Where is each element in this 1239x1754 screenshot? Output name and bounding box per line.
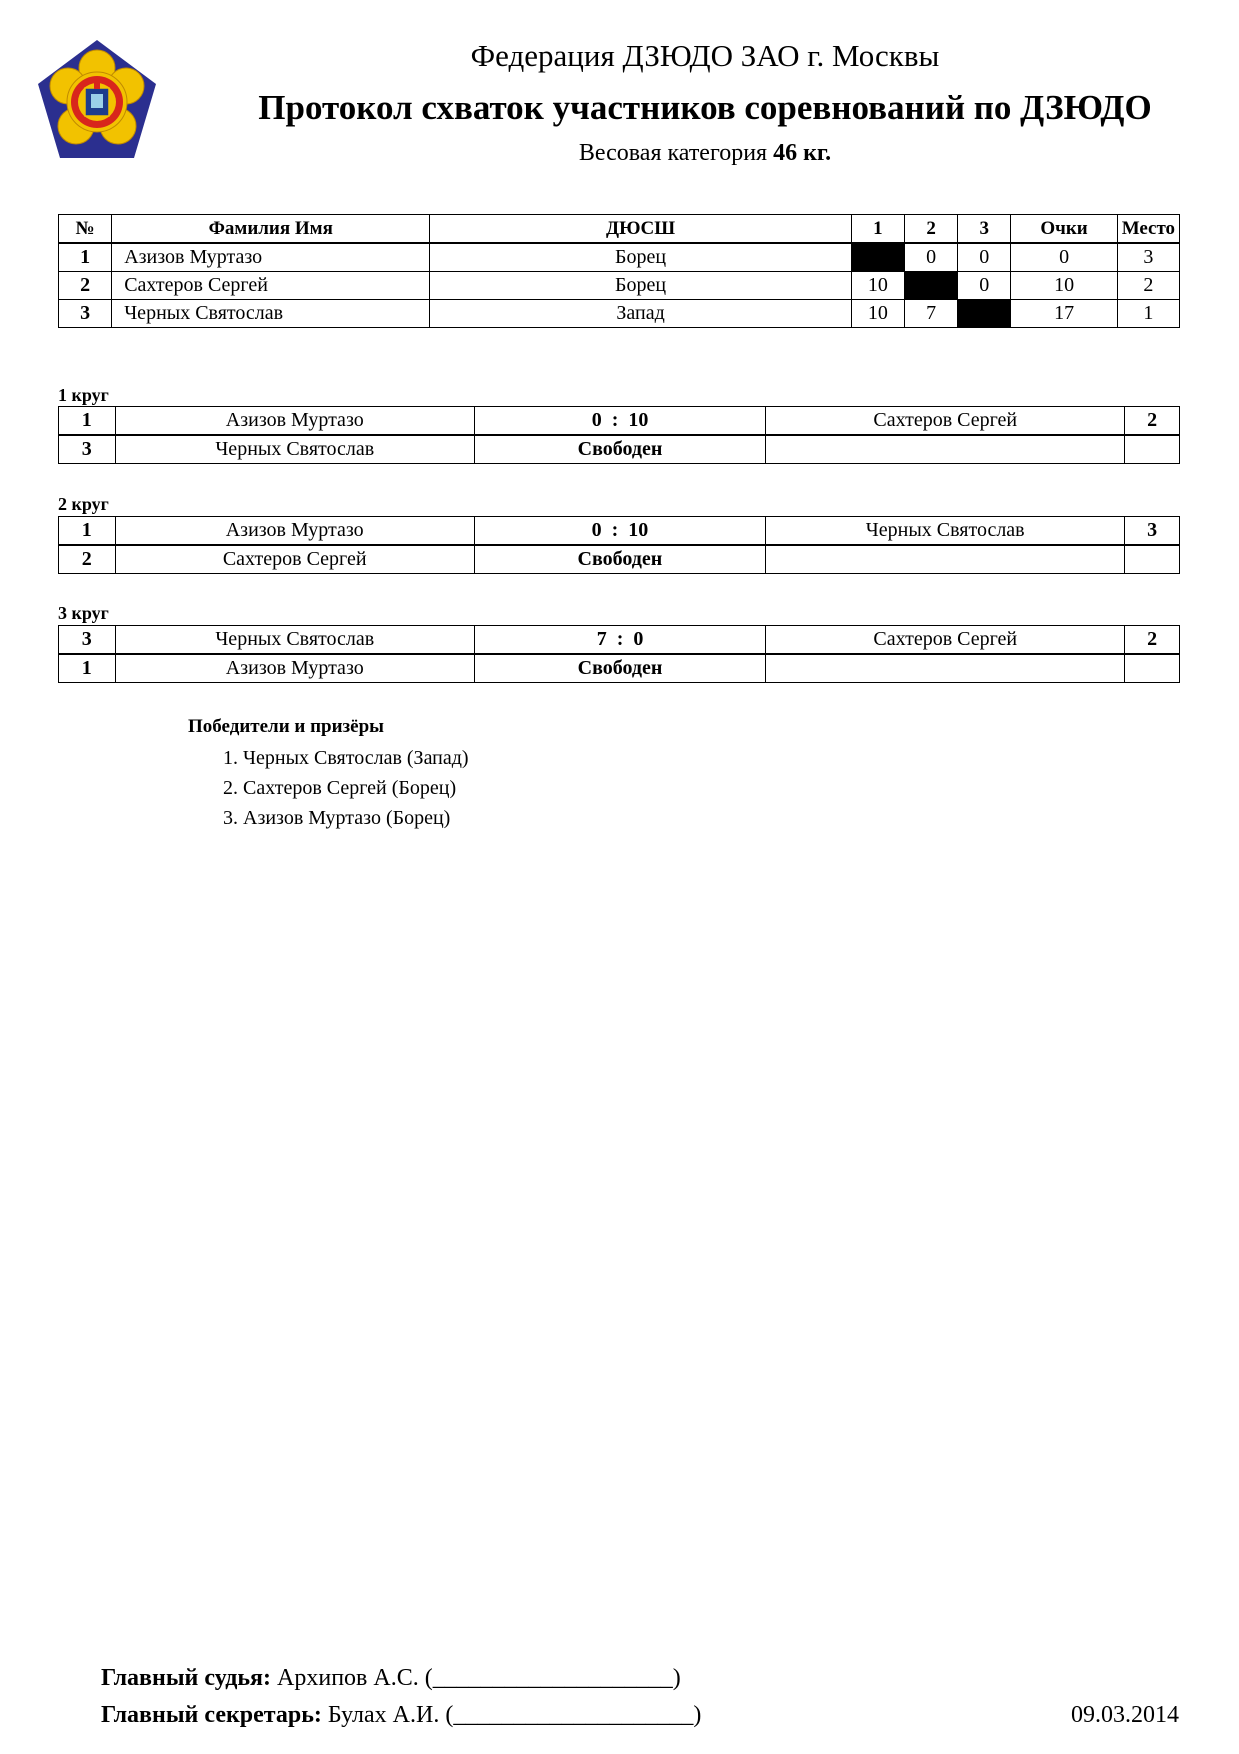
table-row <box>59 272 1180 300</box>
cell-self-blank <box>958 300 1011 328</box>
round-2-label: 2 круг <box>58 494 109 514</box>
list-item: 2. Сахтеров Сергей (Борец) <box>223 777 457 799</box>
empty-cell <box>1125 435 1180 464</box>
round-3-table <box>58 625 1180 683</box>
bout-row <box>59 407 1180 436</box>
col-club: ДЮСШ <box>430 215 852 244</box>
weight-prefix: Весовая категория <box>578 140 768 166</box>
empty-cell <box>1125 545 1180 574</box>
bout-left-num: 1 <box>59 517 116 546</box>
cell-points: 10 <box>1011 272 1117 300</box>
bye-row <box>59 435 1180 464</box>
bout-right-num: 2 <box>1125 407 1180 436</box>
round-1-table <box>58 406 1180 464</box>
round-1-label: 1 круг <box>58 385 109 405</box>
weight-category <box>0 140 1239 167</box>
page-title: Протокол схваток участников соревнований по ДЗЮДО <box>258 88 1152 127</box>
round-2-table <box>58 516 1180 574</box>
bye-num: 1 <box>59 654 116 683</box>
list-item: 3. Азизов Муртазо (Борец) <box>223 807 451 829</box>
col-place: Место <box>1117 215 1179 244</box>
empty-cell <box>1125 654 1180 683</box>
bye-status: Свободен <box>474 545 765 574</box>
cell-self-blank <box>905 272 958 300</box>
federation-name: Федерация ДЗЮДО ЗАО г. Москвы <box>470 38 940 73</box>
winners-heading: Победители и призёры <box>188 716 385 737</box>
weight-value: 46 кг. <box>773 140 832 166</box>
bout-right-num: 2 <box>1125 626 1180 655</box>
cell-points: 17 <box>1011 300 1117 328</box>
judge-label: Главный судья: <box>101 1665 272 1691</box>
bye-num: 2 <box>59 545 116 574</box>
secretary-value: Булах А.И. (____________________) <box>327 1702 702 1728</box>
cell-name: Черных Святослав <box>112 300 430 328</box>
cell-num: 1 <box>59 243 112 272</box>
col-r2: 2 <box>905 215 958 244</box>
col-r3: 3 <box>958 215 1011 244</box>
cell-r2: 0 <box>905 243 958 272</box>
cell-place: 3 <box>1117 243 1179 272</box>
bout-right-num: 3 <box>1125 517 1180 546</box>
bout-right-name: Сахтеров Сергей <box>766 407 1125 436</box>
cell-self-blank <box>851 243 904 272</box>
col-r1: 1 <box>851 215 904 244</box>
cell-r3: 0 <box>958 272 1011 300</box>
bout-left-num: 1 <box>59 407 116 436</box>
cell-num: 2 <box>59 272 112 300</box>
empty-cell <box>766 545 1125 574</box>
bye-num: 3 <box>59 435 116 464</box>
cell-name: Азизов Муртазо <box>112 243 430 272</box>
winners-list <box>223 743 469 833</box>
cell-r1: 10 <box>851 300 904 328</box>
standings-header-row <box>59 215 1180 244</box>
secretary-label: Главный секретарь: <box>101 1702 322 1728</box>
document-date: 09.03.2014 <box>1071 1702 1179 1728</box>
cell-r2: 7 <box>905 300 958 328</box>
bout-right-name: Черных Святослав <box>766 517 1125 546</box>
standings-table <box>58 214 1180 328</box>
bout-row <box>59 517 1180 546</box>
bye-status: Свободен <box>474 654 765 683</box>
cell-points: 0 <box>1011 243 1117 272</box>
bout-left-num: 3 <box>59 626 116 655</box>
cell-r1: 10 <box>851 272 904 300</box>
cell-club: Борец <box>430 243 852 272</box>
bye-name: Сахтеров Сергей <box>115 545 474 574</box>
bout-left-name: Черных Святослав <box>115 626 474 655</box>
bout-left-name: Азизов Муртазо <box>115 517 474 546</box>
cell-place: 1 <box>1117 300 1179 328</box>
cell-name: Сахтеров Сергей <box>112 272 430 300</box>
table-row <box>59 243 1180 272</box>
bout-score: 0 : 10 <box>474 517 765 546</box>
empty-cell <box>766 654 1125 683</box>
table-row <box>59 300 1180 328</box>
round-3-label: 3 круг <box>58 603 109 623</box>
bye-row <box>59 545 1180 574</box>
col-points: Очки <box>1011 215 1117 244</box>
bye-name: Черных Святослав <box>115 435 474 464</box>
bout-score: 7 : 0 <box>474 626 765 655</box>
chief-secretary <box>101 1702 701 1729</box>
bye-status: Свободен <box>474 435 765 464</box>
cell-r3: 0 <box>958 243 1011 272</box>
bout-row <box>59 626 1180 655</box>
col-num: № <box>59 215 112 244</box>
judge-value: Архипов А.С. (____________________) <box>277 1665 681 1691</box>
cell-club: Борец <box>430 272 852 300</box>
cell-place: 2 <box>1117 272 1179 300</box>
cell-num: 3 <box>59 300 112 328</box>
col-name: Фамилия Имя <box>112 215 430 244</box>
bye-row <box>59 654 1180 683</box>
bout-right-name: Сахтеров Сергей <box>766 626 1125 655</box>
bout-score: 0 : 10 <box>474 407 765 436</box>
chief-judge <box>101 1665 681 1692</box>
empty-cell <box>766 435 1125 464</box>
list-item: 1. Черных Святослав (Запад) <box>223 747 469 769</box>
bye-name: Азизов Муртазо <box>115 654 474 683</box>
cell-club: Запад <box>430 300 852 328</box>
bout-left-name: Азизов Муртазо <box>115 407 474 436</box>
